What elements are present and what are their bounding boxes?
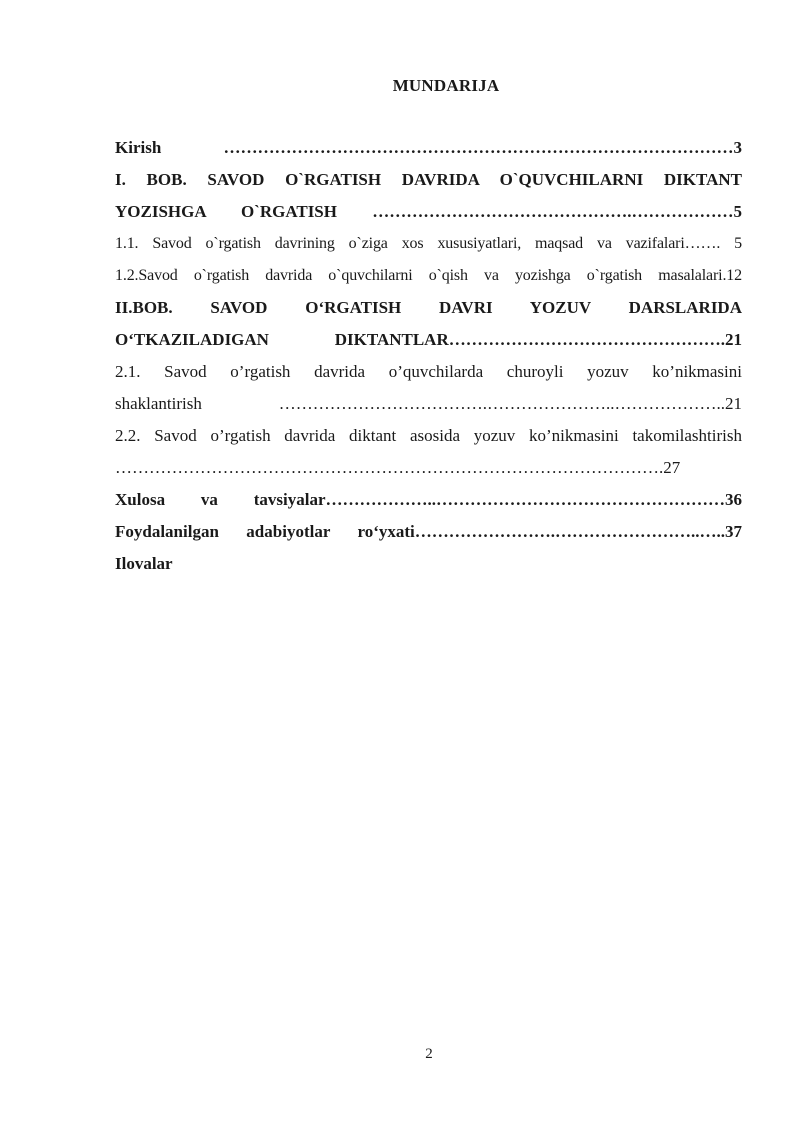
toc-entry-introduction[interactable]: Kirish ………………………………………………………………………………3 (115, 138, 742, 157)
toc-entry-chapter-2-line-2[interactable]: O‘TKAZILADIGAN DIKTANTLAR………………………………………….21 (115, 330, 742, 349)
toc-entry-appendices[interactable]: Ilovalar (115, 554, 173, 573)
page-number: 2 (425, 1046, 433, 1062)
toc-entry-chapter-2-line-1[interactable]: II.BOB. SAVOD O‘RGATISH DAVRI YOZUV DARSLARIDA (115, 298, 742, 317)
toc-entry-section-2-1-line-1[interactable]: 2.1. Savod o’rgatish davrida o’quvchilarda churoyli yozuv ko’nikmasini (115, 362, 742, 381)
toc-entry-conclusion[interactable]: Xulosa va tavsiyalar………………..……………………………………………36 (115, 490, 742, 509)
toc-entry-section-1-1[interactable]: 1.1. Savod o`rgatish davrining o`ziga xos xususiyatlari, maqsad va vazifalari……. 5 (115, 235, 742, 252)
toc-entry-bibliography[interactable]: Foydalanilgan adabiyotlar ro‘yxati…………………….……………………..…..37 (115, 522, 742, 541)
toc-entry-section-2-2-line-2[interactable]: …………………………………………………………………………………….27 (115, 458, 681, 477)
toc-entry-section-2-1-line-2[interactable]: shaklantirish ……………………………….…………………..………………..21 (115, 394, 742, 413)
toc-entry-chapter-1-line-2[interactable]: YOZISHGA O`RGATISH ……………………………………….………………5 (115, 202, 742, 221)
toc-entry-chapter-1-line-1[interactable]: I. BOB. SAVOD O`RGATISH DAVRIDA O`QUVCHILARNI DIKTANT (115, 170, 742, 189)
page-title: MUNDARIJA (392, 76, 500, 95)
toc-entry-section-2-2-line-1[interactable]: 2.2. Savod o’rgatish davrida diktant asosida yozuv ko’nikmasini takomilashtirish (115, 426, 742, 445)
toc-entry-section-1-2[interactable]: 1.2.Savod o`rgatish davrida o`quvchilarni o`qish va yozishga o`rgatish masalalari.12 (115, 267, 742, 284)
table-of-contents (115, 132, 742, 580)
